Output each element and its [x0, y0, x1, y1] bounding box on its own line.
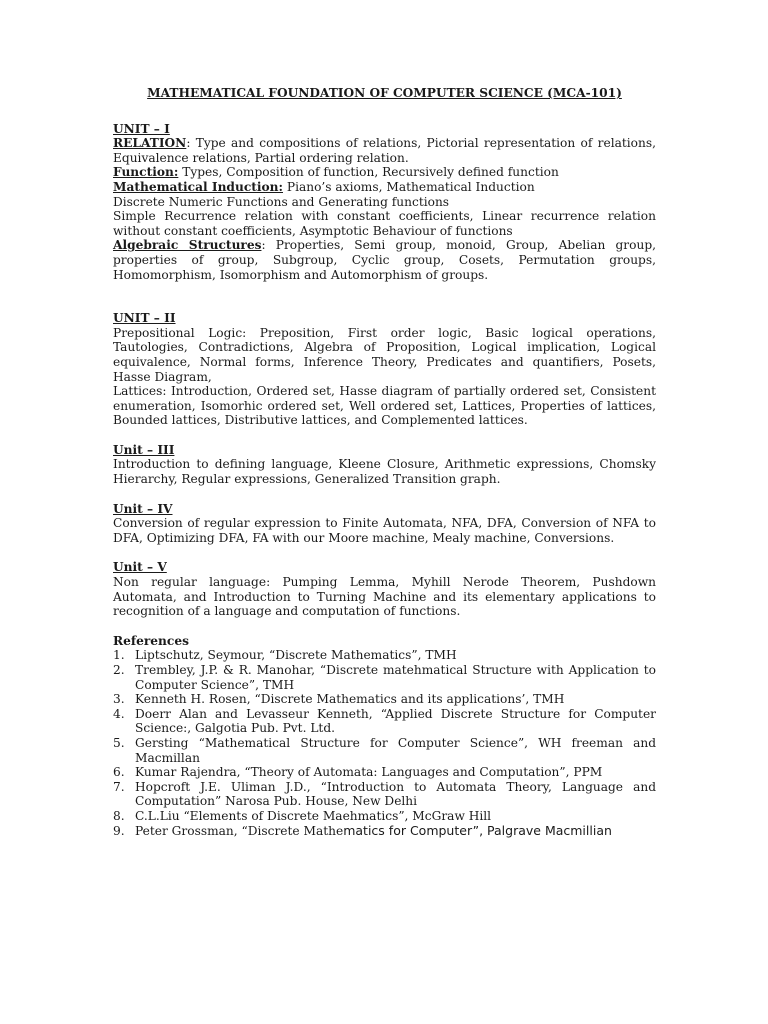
relation-text: : Type and compositions of relations, Pictorial representation of relations, Equivalence relations, Partial ordering relation. — [113, 136, 656, 165]
references-section — [113, 634, 656, 838]
reference-item — [113, 824, 656, 839]
reference-item — [113, 648, 656, 663]
references-heading: References — [113, 633, 189, 648]
reference-text: Trembley, J.P. & R. Manohar, “Discrete matehmatical Structure with Application to Computer Science”, TMH — [135, 663, 656, 692]
relation-label: RELATION — [113, 136, 187, 151]
unit-2-heading: UNIT – II — [113, 311, 176, 326]
document-title: MATHEMATICAL FOUNDATION OF COMPUTER SCIENCE (MCA-101) — [147, 86, 622, 100]
recurrence-paragraph: Simple Recurrence relation with constant coefficients, Linear recurrence relation without constant coefficients, Asymptotic Behaviour of functions — [113, 209, 656, 238]
logic-paragraph: Prepositional Logic: Preposition, First order logic, Basic logical operations, Tautologies, Contradictions, Algebra of Proposition, Logical implication, Logical equivalence, Normal forms, Inference Theory, Predicates and quantifiers, Posets, Hasse Diagram, — [113, 325, 656, 384]
reference-number: 7. — [113, 779, 125, 794]
function-paragraph — [113, 165, 656, 180]
reference-text-start: Peter Grossman, “Discrete Mathe — [135, 823, 344, 838]
reference-number: 5. — [113, 735, 125, 750]
function-text: Types, Composition of function, Recursively defined function — [178, 165, 559, 180]
unit-1-section — [113, 122, 656, 283]
reference-text: Doerr Alan and Levasseur Kenneth, “Applied Discrete Structure for Computer Science:, Galgotia Pub. Pvt. Ltd. — [135, 706, 656, 736]
reference-text: C.L.Liu “Elements of Discrete Maehmatics”, McGraw Hill — [135, 808, 492, 823]
algebraic-paragraph — [113, 238, 656, 282]
unit-3-section — [113, 443, 656, 487]
reference-number: 8. — [113, 808, 125, 823]
unit-1-heading: UNIT – I — [113, 121, 170, 136]
reference-text: Hopcroft J.E. Uliman J.D., “Introduction to Automata Theory, Language and Computation” Narosa Pub. House, New Delhi — [135, 779, 656, 809]
reference-number: 1. — [113, 648, 125, 663]
unit-5-heading: Unit – V — [113, 560, 167, 575]
induction-text: Piano’s axioms, Mathematical Induction — [283, 179, 535, 194]
unit-3-text: Introduction to defining language, Kleene Closure, Arithmetic expressions, Chomsky Hierarchy, Regular expressions, Generalized Transition graph. — [113, 457, 656, 487]
reference-text: Gersting “Mathematical Structure for Computer Science”, WH freeman and Macmillan — [135, 735, 656, 765]
unit-4-text: Conversion of regular expression to Finite Automata, NFA, DFA, Conversion of NFA to DFA, Optimizing DFA, FA with our Moore machine, Mealy machine, Conversions. — [113, 516, 656, 545]
references-list — [113, 648, 656, 838]
reference-item — [113, 707, 656, 736]
reference-number: 3. — [113, 692, 125, 707]
relation-paragraph — [113, 136, 656, 165]
reference-text: Kenneth H. Rosen, “Discrete Mathematics and its applications’, TMH — [135, 692, 565, 707]
reference-item — [113, 736, 656, 765]
reference-item — [113, 663, 656, 692]
algebraic-text: : Properties, Semi group, monoid, Group, Abelian group, properties of group, Subgroup, Cyclic group, Cosets, Permutation groups, Homomorphism, Isomorphism and Automorphism of groups. — [113, 238, 656, 282]
algebraic-label: Algebraic Structures — [113, 238, 262, 253]
reference-text: Kumar Rajendra, “Theory of Automata: Languages and Computation”, PPM — [135, 765, 603, 780]
unit-3-heading: Unit – III — [113, 442, 175, 457]
induction-paragraph — [113, 180, 656, 195]
reference-item — [113, 692, 656, 707]
reference-item — [113, 809, 656, 824]
unit-2-section — [113, 311, 656, 428]
reference-text: Liptschutz, Seymour, “Discrete Mathematics”, TMH — [135, 648, 457, 663]
reference-number: 2. — [113, 663, 125, 677]
reference-number: 4. — [113, 706, 125, 721]
unit-5-text: Non regular language: Pumping Lemma, Myhill Nerode Theorem, Pushdown Automata, and Introduction to Turning Machine and its elementary applications to recognition of a language and computation of functions. — [113, 575, 656, 619]
reference-item — [113, 765, 656, 780]
reference-item — [113, 780, 656, 809]
syllabus-page — [113, 86, 656, 838]
unit-4-section — [113, 502, 656, 546]
reference-text-end: matics for Computer”, Palgrave Macmillian — [343, 822, 612, 838]
numeric-functions-line: Discrete Numeric Functions and Generating functions — [113, 194, 450, 209]
unit-4-heading: Unit – IV — [113, 501, 173, 516]
lattices-paragraph: Lattices: Introduction, Ordered set, Hasse diagram of partially ordered set, Consistent enumeration, Isomorhic ordered set, Well ordered set, Lattices, Properties of lattices, Bounded lattices, Distributive lattices, and Complemented lattices. — [113, 384, 656, 428]
function-label: Function: — [113, 165, 179, 180]
unit-5-section — [113, 560, 656, 618]
induction-label: Mathematical Induction: — [113, 179, 283, 194]
reference-number: 6. — [113, 765, 125, 780]
reference-number: 9. — [113, 823, 125, 838]
